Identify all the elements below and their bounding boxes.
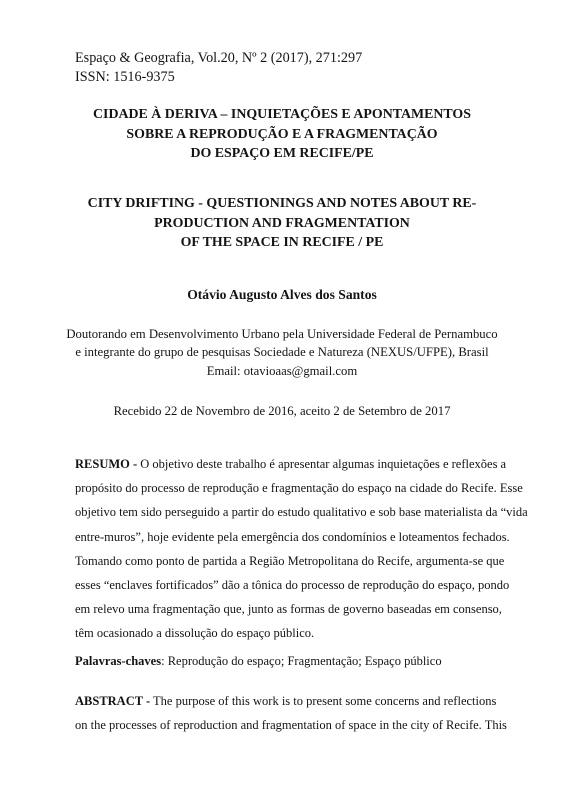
title-pt-line: SOBRE A REPRODUÇÃO E A FRAGMENTAÇÃO [126, 126, 438, 142]
keywords-label: Palavras-chaves [75, 654, 162, 668]
keywords [75, 652, 442, 670]
title-english [40, 194, 524, 253]
received-dates: Recebido 22 de Novembro de 2016, aceito 2 de Setembro de 2017 [113, 404, 451, 418]
journal-issn: ISSN: 1516-9375 [75, 69, 175, 85]
resumo-line: esses “enclaves fortificados” dão a tônica do processo de reprodução do espaço, pondo [75, 577, 510, 592]
title-en-line: PRODUCTION AND FRAGMENTATION [154, 215, 410, 231]
title-en-line: OF THE SPACE IN RECIFE / PE [180, 235, 384, 250]
resumo-line: RESUMO - O objetivo deste trabalho é apresentar algumas inquietações e reflexões a [75, 457, 507, 471]
resumo-line: objetivo tem sido perseguido a partir do estudo qualitativo e sob base materialista da “vida [75, 505, 528, 520]
affiliation-email: Email: otavioaas@gmail.com [206, 363, 358, 378]
abstract-line: ABSTRACT - The purpose of this work is to present some concerns and reflections [75, 694, 497, 708]
title-en-line: CITY DRIFTING - QUESTIONINGS AND NOTES ABOUT RE- [87, 196, 477, 211]
affiliation-line: Doutorando em Desenvolvimento Urbano pela Universidade Federal de Pernambuco [66, 327, 498, 341]
resumo-line: têm ocasionado a dissolução do espaço público. [75, 626, 315, 641]
title-pt-line: DO ESPAÇO EM RECIFE/PE [190, 146, 374, 161]
author-name: Otávio Augusto Alves dos Santos [187, 287, 377, 302]
resumo-label: RESUMO - [75, 457, 138, 471]
abstract-label: ABSTRACT - [75, 694, 151, 708]
resumo-section [75, 452, 528, 646]
author-affiliation [40, 325, 524, 380]
affiliation-line: e integrante do grupo de pesquisas Sociedade e Natureza (NEXUS/UFPE), Brasil [75, 345, 489, 360]
resumo-line: propósito do processo de reprodução e fragmentação do espaço na cidade do Recife. Esse [75, 481, 523, 496]
resumo-line: Tomando como ponto de partida a Região Metropolitana do Recife, argumenta-se que [75, 553, 505, 568]
resumo-line: em relevo uma fragmentação que, junto as formas de governo baseadas em consenso, [75, 602, 502, 617]
keywords-text: : Reprodução do espaço; Fragmentação; Espaço público [161, 654, 442, 668]
journal-header [75, 49, 362, 87]
title-pt-line: CIDADE À DERIVA – INQUIETAÇÕES E APONTAMENTOS [93, 107, 471, 122]
title-portuguese [40, 105, 524, 164]
abstract-section [75, 689, 507, 737]
journal-citation: Espaço & Geografia, Vol.20, Nº 2 (2017), 271:297 [75, 50, 363, 66]
abstract-line: on the processes of reproduction and fragmentation of space in the city of Recife. This [75, 718, 507, 733]
resumo-line: entre-muros”, hoje evidente pela emergência dos condomínios e loteamentos fechados. [75, 529, 510, 544]
